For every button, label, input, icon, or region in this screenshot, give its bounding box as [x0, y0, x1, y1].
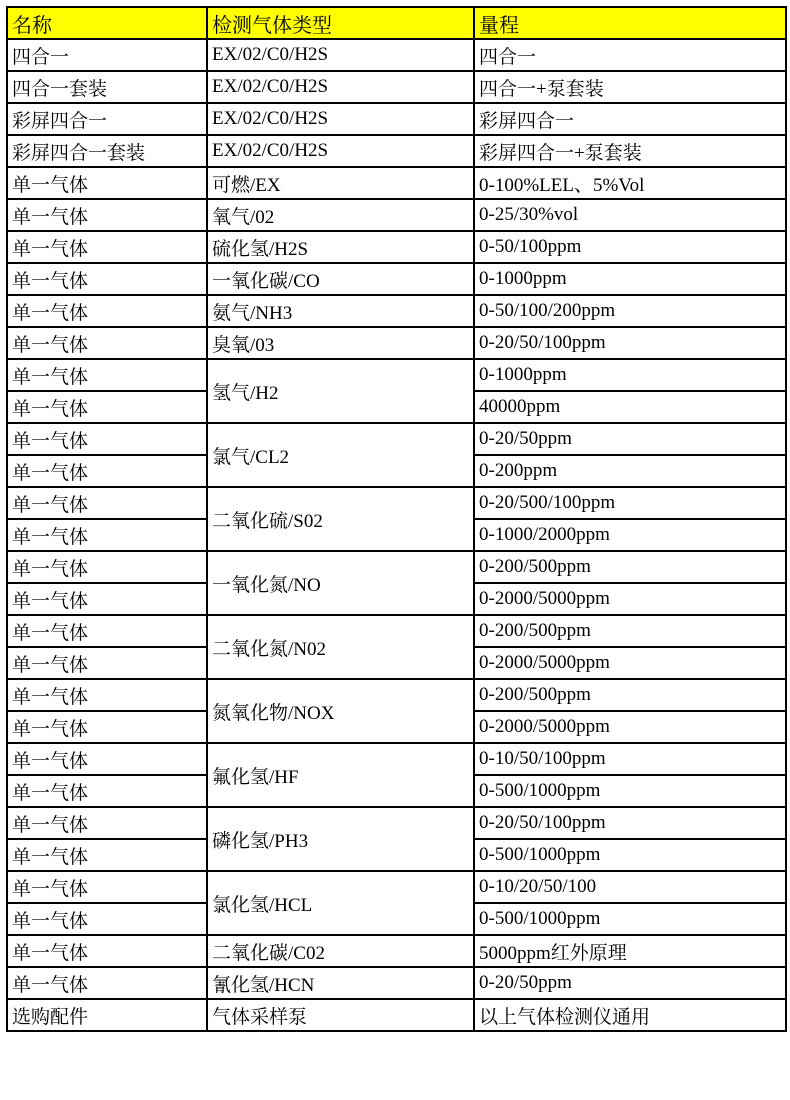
cell-range: 0-20/50/100ppm	[474, 807, 786, 839]
gas-detector-spec-table	[6, 6, 787, 1032]
cell-name: 单一气体	[7, 871, 207, 903]
table-row	[7, 231, 786, 263]
table-row	[7, 359, 786, 391]
header-gas-type: 检测气体类型	[207, 7, 474, 39]
cell-name: 单一气体	[7, 199, 207, 231]
cell-range: 0-2000/5000ppm	[474, 647, 786, 679]
table-row	[7, 39, 786, 71]
header-row	[7, 7, 786, 39]
cell-range: 0-1000/2000ppm	[474, 519, 786, 551]
cell-gas-type: EX/02/C0/H2S	[207, 135, 474, 167]
cell-gas-type: 臭氧/03	[207, 327, 474, 359]
table-row	[7, 935, 786, 967]
cell-range: 0-200/500ppm	[474, 679, 786, 711]
cell-range: 彩屏四合一	[474, 103, 786, 135]
cell-name: 单一气体	[7, 231, 207, 263]
cell-name: 四合一套装	[7, 71, 207, 103]
cell-name: 单一气体	[7, 519, 207, 551]
cell-name: 选购配件	[7, 999, 207, 1031]
cell-range: 0-500/1000ppm	[474, 775, 786, 807]
cell-range: 四合一+泵套装	[474, 71, 786, 103]
cell-range: 0-200/500ppm	[474, 551, 786, 583]
cell-gas-type: 氟化氢/HF	[207, 743, 474, 807]
cell-gas-type: 氯化氢/HCL	[207, 871, 474, 935]
cell-name: 单一气体	[7, 327, 207, 359]
cell-gas-type: 氮氧化物/NOX	[207, 679, 474, 743]
cell-range: 5000ppm红外原理	[474, 935, 786, 967]
cell-name: 单一气体	[7, 583, 207, 615]
cell-range: 以上气体检测仪通用	[474, 999, 786, 1031]
table-row	[7, 743, 786, 775]
table-row	[7, 423, 786, 455]
table-row	[7, 295, 786, 327]
cell-range: 0-20/50/100ppm	[474, 327, 786, 359]
cell-name: 单一气体	[7, 359, 207, 391]
table-row	[7, 551, 786, 583]
cell-range: 0-100%LEL、5%Vol	[474, 167, 786, 199]
table-row	[7, 679, 786, 711]
cell-gas-type: 二氧化硫/S02	[207, 487, 474, 551]
table-row	[7, 999, 786, 1031]
cell-gas-type: 氰化氢/HCN	[207, 967, 474, 999]
cell-range: 0-2000/5000ppm	[474, 583, 786, 615]
cell-name: 单一气体	[7, 167, 207, 199]
cell-name: 单一气体	[7, 391, 207, 423]
table-row	[7, 487, 786, 519]
cell-gas-type: EX/02/C0/H2S	[207, 103, 474, 135]
table-row	[7, 71, 786, 103]
cell-name: 单一气体	[7, 487, 207, 519]
table-row	[7, 807, 786, 839]
cell-range: 0-20/50ppm	[474, 423, 786, 455]
cell-gas-type: 氨气/NH3	[207, 295, 474, 327]
cell-name: 单一气体	[7, 839, 207, 871]
cell-name: 单一气体	[7, 967, 207, 999]
table-row	[7, 967, 786, 999]
cell-name: 单一气体	[7, 263, 207, 295]
cell-name: 单一气体	[7, 455, 207, 487]
cell-name: 单一气体	[7, 615, 207, 647]
cell-gas-type: 氧气/02	[207, 199, 474, 231]
cell-range: 0-1000ppm	[474, 359, 786, 391]
cell-range: 0-2000/5000ppm	[474, 711, 786, 743]
cell-name: 单一气体	[7, 423, 207, 455]
cell-gas-type: 氢气/H2	[207, 359, 474, 423]
cell-gas-type: 磷化氢/PH3	[207, 807, 474, 871]
cell-gas-type: EX/02/C0/H2S	[207, 71, 474, 103]
table-row	[7, 615, 786, 647]
cell-name: 单一气体	[7, 775, 207, 807]
cell-range: 四合一	[474, 39, 786, 71]
cell-name: 单一气体	[7, 935, 207, 967]
table-row	[7, 263, 786, 295]
cell-range: 0-200ppm	[474, 455, 786, 487]
cell-gas-type: EX/02/C0/H2S	[207, 39, 474, 71]
cell-gas-type: 一氧化碳/CO	[207, 263, 474, 295]
table-row	[7, 135, 786, 167]
cell-name: 单一气体	[7, 903, 207, 935]
cell-range: 0-25/30%vol	[474, 199, 786, 231]
cell-name: 彩屏四合一	[7, 103, 207, 135]
cell-range: 0-500/1000ppm	[474, 903, 786, 935]
cell-gas-type: 硫化氢/H2S	[207, 231, 474, 263]
cell-name: 单一气体	[7, 647, 207, 679]
cell-range: 0-10/50/100ppm	[474, 743, 786, 775]
cell-gas-type: 一氧化氮/NO	[207, 551, 474, 615]
cell-name: 单一气体	[7, 711, 207, 743]
cell-range: 0-20/500/100ppm	[474, 487, 786, 519]
table-row	[7, 199, 786, 231]
cell-gas-type: 二氧化氮/N02	[207, 615, 474, 679]
cell-range: 0-20/50ppm	[474, 967, 786, 999]
cell-gas-type: 气体采样泵	[207, 999, 474, 1031]
cell-name: 单一气体	[7, 551, 207, 583]
cell-name: 单一气体	[7, 807, 207, 839]
cell-range: 0-500/1000ppm	[474, 839, 786, 871]
table-row	[7, 103, 786, 135]
cell-range: 0-50/100ppm	[474, 231, 786, 263]
cell-gas-type: 二氧化碳/C02	[207, 935, 474, 967]
table-row	[7, 167, 786, 199]
cell-range: 0-50/100/200ppm	[474, 295, 786, 327]
cell-range: 0-200/500ppm	[474, 615, 786, 647]
cell-name: 四合一	[7, 39, 207, 71]
table-row	[7, 871, 786, 903]
cell-name: 单一气体	[7, 295, 207, 327]
cell-name: 彩屏四合一套装	[7, 135, 207, 167]
cell-gas-type: 氯气/CL2	[207, 423, 474, 487]
header-range: 量程	[474, 7, 786, 39]
cell-name: 单一气体	[7, 679, 207, 711]
cell-range: 0-1000ppm	[474, 263, 786, 295]
cell-range: 0-10/20/50/100	[474, 871, 786, 903]
cell-range: 彩屏四合一+泵套装	[474, 135, 786, 167]
cell-gas-type: 可燃/EX	[207, 167, 474, 199]
cell-name: 单一气体	[7, 743, 207, 775]
cell-range: 40000ppm	[474, 391, 786, 423]
header-name: 名称	[7, 7, 207, 39]
table-row	[7, 327, 786, 359]
